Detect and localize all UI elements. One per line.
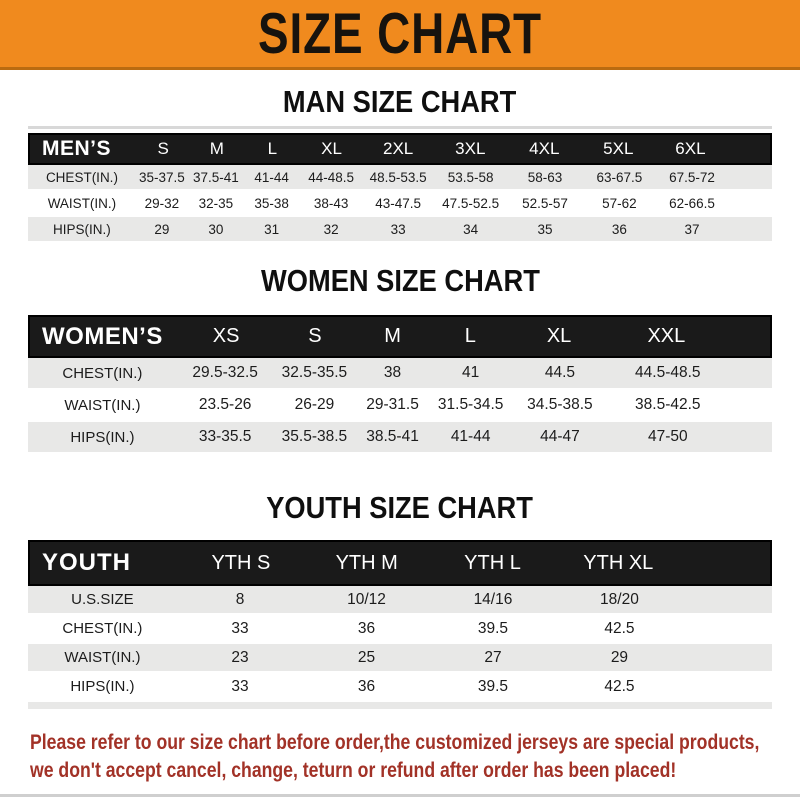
size-value: 52.5-57: [522, 195, 568, 211]
size-value: 29: [610, 648, 629, 666]
size-value: 38.5-41: [366, 428, 419, 445]
men-chest-row: [28, 165, 772, 191]
men-section-title: [0, 84, 800, 120]
size-value: 35: [537, 221, 553, 237]
row-label: WAIST(IN.): [64, 396, 141, 414]
youth-size-col: YTH M: [335, 551, 398, 574]
size-value: 42.5: [604, 677, 635, 695]
size-value: 29.5-32.5: [192, 364, 258, 381]
row-label: HIPS(IN.): [70, 428, 135, 446]
youth-size-col: YTH XL: [583, 551, 654, 574]
youth-table-header: [28, 540, 772, 586]
men-table-name: MEN’S: [42, 137, 112, 160]
women-table-body: [28, 358, 772, 454]
size-value: 38-43: [313, 195, 349, 211]
men-table-header: [28, 133, 772, 165]
size-value: 48.5-53.5: [369, 169, 427, 185]
size-value: 23.5-26: [198, 396, 252, 413]
size-value: 27: [484, 648, 502, 666]
row-label: U.S.SIZE: [71, 591, 134, 608]
men-section-title-text: MAN SIZE CHART: [283, 84, 517, 119]
size-value: 23: [231, 648, 249, 666]
size-value: 42.5: [604, 619, 635, 637]
youth-table-bottom-strip: [28, 702, 772, 709]
men-size-table: [28, 126, 772, 243]
women-size-col: XXL: [647, 325, 686, 347]
size-value: 36: [611, 221, 627, 237]
size-value: 29-32: [144, 195, 180, 211]
size-value: 33: [231, 677, 249, 695]
size-chart-banner: [0, 0, 800, 70]
size-value: 47.5-52.5: [442, 195, 500, 211]
size-value: 34.5-38.5: [527, 396, 593, 413]
size-value: 44.5-48.5: [635, 364, 701, 381]
size-value: 41: [462, 364, 480, 381]
size-value: 32: [323, 221, 339, 237]
size-value: 30: [208, 221, 224, 237]
youth-table-name: YOUTH: [42, 549, 131, 576]
men-size-col: L: [267, 139, 278, 158]
size-value: 36: [357, 619, 376, 637]
size-value: 33: [390, 221, 406, 237]
row-label: CHEST(IN.): [62, 620, 143, 637]
women-size-col: XL: [546, 325, 572, 347]
order-notice: [30, 729, 800, 785]
youth-section-title: [0, 490, 800, 526]
row-label: WAIST(IN.): [47, 195, 117, 211]
row-label: HIPS(IN.): [70, 678, 135, 695]
size-value: 63-67.5: [596, 169, 643, 185]
size-value: 36: [357, 677, 376, 695]
size-value: 47-50: [647, 428, 688, 445]
size-value: 67.5-72: [669, 169, 715, 185]
size-value: 25: [357, 648, 376, 666]
men-size-col: M: [209, 139, 224, 158]
row-label: WAIST(IN.): [64, 649, 141, 666]
youth-hips-row: [28, 673, 772, 702]
women-table-name: WOMEN’S: [42, 322, 163, 350]
size-value: 33-35.5: [198, 428, 252, 445]
size-value: 62-66.5: [669, 195, 715, 211]
men-size-col: 6XL: [675, 139, 706, 158]
size-value: 34: [463, 221, 479, 237]
row-label: CHEST(IN.): [45, 169, 118, 185]
size-value: 38.5-42.5: [635, 396, 701, 413]
men-size-col: 2XL: [383, 139, 414, 158]
size-value: 43-47.5: [375, 195, 422, 211]
size-value: 14/16: [473, 590, 513, 608]
size-value: 35-38: [254, 195, 289, 211]
size-value: 29: [154, 221, 170, 237]
size-value: 35.5-38.5: [281, 428, 348, 445]
youth-size-col: YTH L: [464, 551, 521, 574]
size-value: 8: [235, 590, 245, 608]
size-value: 39.5: [477, 619, 509, 637]
order-notice-line1: Please refer to our size chart before order,the customized jerseys are special products,: [30, 731, 760, 754]
size-value: 29-31.5: [366, 396, 419, 413]
men-waist-row: [28, 191, 772, 217]
men-table-top-divider: [28, 126, 772, 129]
men-size-col: 3XL: [455, 139, 486, 158]
size-value: 37.5-41: [192, 169, 239, 185]
size-value: 41-44: [450, 428, 491, 445]
youth-waist-row: [28, 644, 772, 673]
size-value: 57-62: [602, 195, 637, 211]
size-value: 44-48.5: [308, 169, 355, 185]
size-value: 37: [684, 221, 700, 237]
size-value: 32.5-35.5: [281, 364, 348, 381]
women-size-col: L: [464, 325, 476, 347]
row-label: HIPS(IN.): [53, 221, 111, 237]
women-size-col: XS: [212, 325, 240, 347]
size-value: 35-37.5: [139, 169, 185, 185]
size-value: 33: [231, 619, 249, 637]
size-value: 26-29: [294, 396, 335, 413]
size-value: 10/12: [347, 590, 386, 608]
women-waist-row: [28, 390, 772, 422]
size-value: 31: [264, 221, 280, 237]
youth-chest-row: [28, 615, 772, 644]
page-bottom-divider: [0, 794, 800, 797]
order-notice-line2: we don't accept cancel, change, teturn or refund after order has been placed!: [30, 759, 677, 782]
men-hips-row: [28, 217, 772, 243]
women-table-header: [28, 315, 772, 358]
women-chest-row: [28, 358, 772, 390]
size-value: 38: [383, 364, 402, 381]
women-size-col: M: [384, 325, 401, 347]
youth-section-title-text: YOUTH SIZE CHART: [266, 490, 534, 525]
size-value: 58-63: [527, 169, 563, 185]
women-size-col: S: [308, 325, 322, 347]
women-size-table: [28, 315, 772, 454]
men-table-body: [28, 165, 772, 243]
size-value: 32-35: [198, 195, 234, 211]
youth-ussize-row: [28, 586, 772, 615]
size-value: 44.5: [544, 364, 575, 381]
size-value: 41-44: [254, 169, 289, 185]
men-size-col: S: [157, 139, 169, 158]
women-section-title-text: WOMEN SIZE CHART: [260, 263, 540, 298]
men-size-col: 5XL: [603, 139, 634, 158]
women-hips-row: [28, 422, 772, 454]
row-label: CHEST(IN.): [62, 364, 143, 382]
men-size-col: XL: [321, 139, 342, 158]
youth-size-col: YTH S: [211, 551, 271, 574]
youth-table-body: [28, 586, 772, 702]
size-value: 18/20: [600, 590, 639, 608]
size-value: 44-47: [540, 428, 580, 445]
men-size-col: 4XL: [529, 139, 560, 158]
size-value: 31.5-34.5: [437, 396, 504, 413]
youth-size-table: [28, 540, 772, 709]
size-value: 39.5: [477, 677, 509, 695]
size-value: 53.5-58: [447, 169, 494, 185]
banner-title: SIZE CHART: [258, 1, 542, 66]
women-section-title: [0, 263, 800, 299]
